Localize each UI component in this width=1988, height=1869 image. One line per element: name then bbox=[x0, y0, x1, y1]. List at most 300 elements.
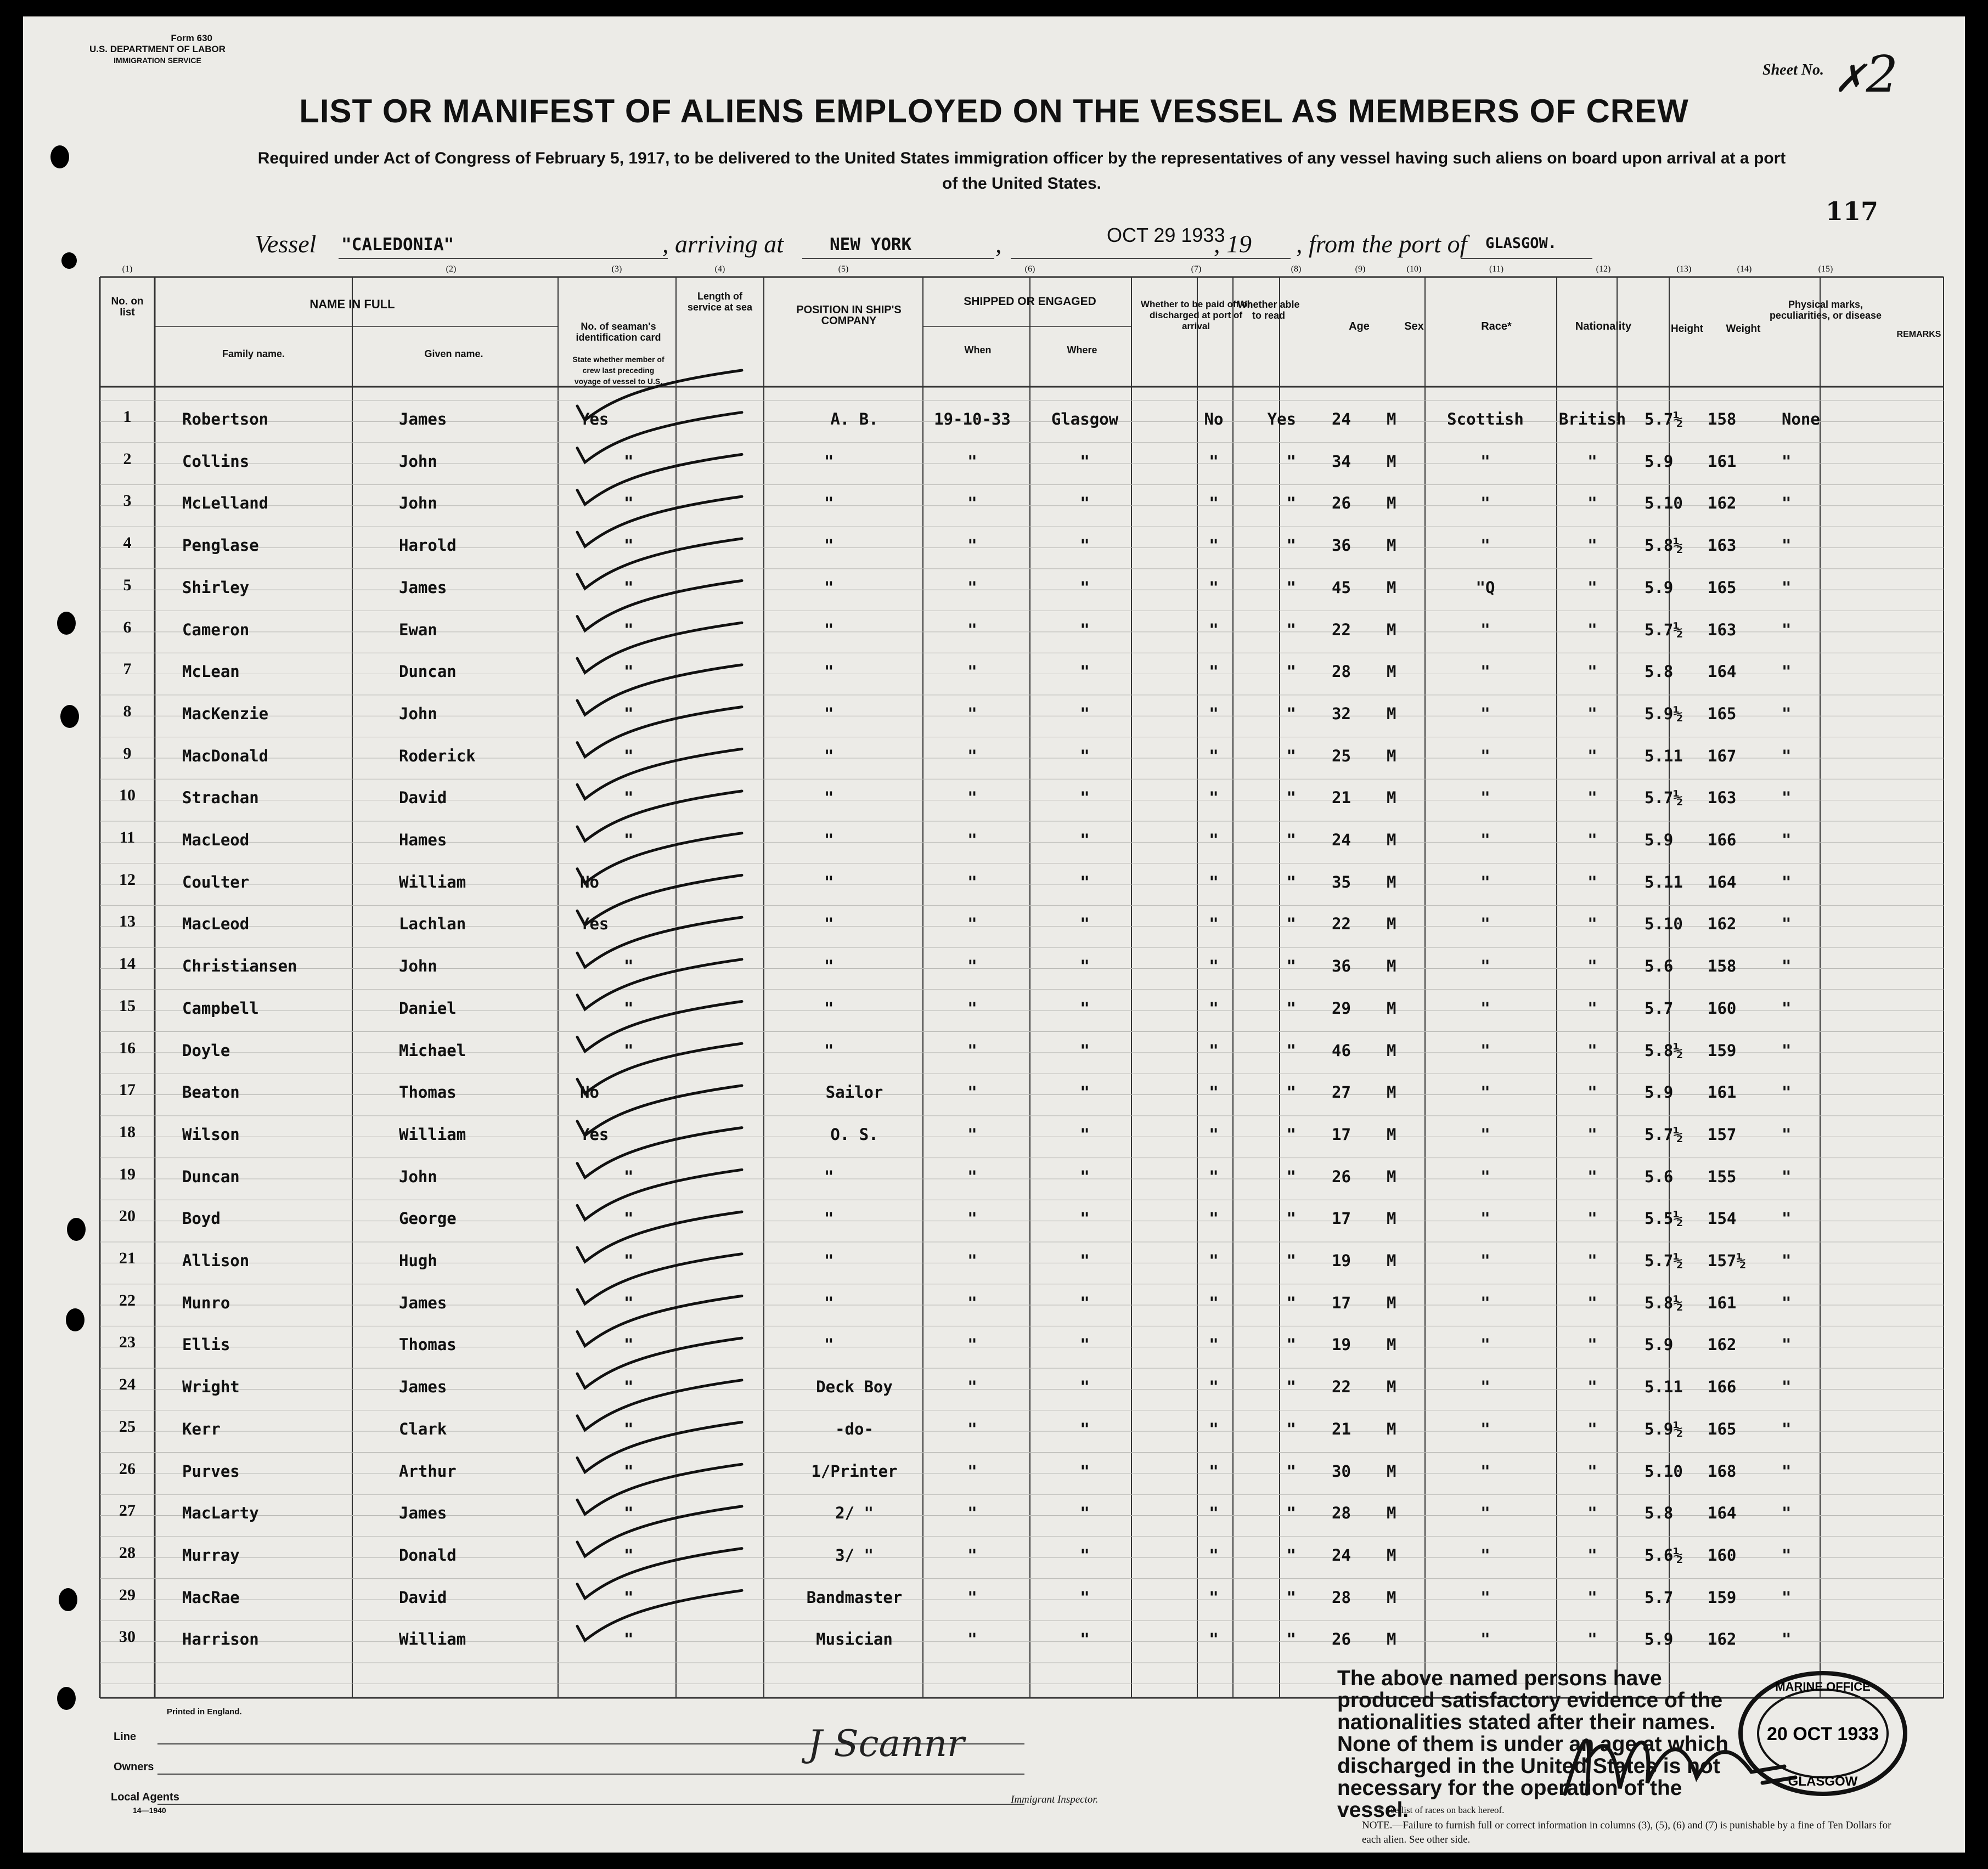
cell-paid-off: " bbox=[1209, 1461, 1219, 1481]
header-family-name: Family name. bbox=[222, 348, 285, 359]
fine-note: NOTE.—Failure to furnish full or correct information in columns (3), (5), (6) and (7) is punishable by a fine of Ten Dollars for each alien. See other side. bbox=[1362, 1820, 1891, 1845]
cell-given-name: David bbox=[399, 788, 447, 808]
cell-shipped-when: " bbox=[967, 1125, 977, 1144]
cell-nationality: " bbox=[1587, 1167, 1597, 1186]
cell-able-to-read: " bbox=[1286, 704, 1296, 723]
cell-family-name: Doyle bbox=[182, 1041, 230, 1060]
cell-position: " bbox=[824, 788, 834, 808]
cell-physical-marks: " bbox=[1782, 1588, 1792, 1607]
cell-nationality: " bbox=[1587, 1419, 1597, 1438]
cell-height: 5.9 bbox=[1645, 1630, 1674, 1649]
cell-family-name: Boyd bbox=[182, 1209, 221, 1228]
column-number: (3) bbox=[611, 264, 622, 274]
cell-family-name: Penglase bbox=[182, 536, 259, 555]
column-number: (11) bbox=[1489, 264, 1504, 274]
page-subtitle: Required under Act of Congress of February 5, 1917, to be delivered to the United States immigration officer by the representatives of any vessel having such aliens on board upon arrival at a port of the United States. bbox=[257, 149, 1786, 193]
cell-paid-off: " bbox=[1209, 1125, 1219, 1144]
cell-age: 46 bbox=[1332, 1041, 1351, 1060]
cell-nationality: " bbox=[1587, 788, 1597, 808]
cell-position: 2/ " bbox=[835, 1504, 874, 1523]
cell-physical-marks: " bbox=[1782, 494, 1792, 513]
page-title: LIST OR MANIFEST OF ALIENS EMPLOYED ON THE VESSEL AS MEMBERS OF CREW bbox=[299, 93, 1689, 129]
cell-shipped-where: " bbox=[1080, 872, 1090, 891]
cell-shipped-where: " bbox=[1080, 1125, 1090, 1144]
column-number: (15) bbox=[1818, 264, 1833, 274]
cell-seaman-card: Yes bbox=[580, 914, 609, 934]
cell-shipped-when: " bbox=[967, 1630, 977, 1649]
cell-family-name: Harrison bbox=[182, 1630, 259, 1649]
cell-seaman-card: " bbox=[624, 1461, 634, 1481]
cell-age: 34 bbox=[1332, 451, 1351, 471]
cell-weight: 158 bbox=[1708, 957, 1737, 976]
cell-height: 5.11 bbox=[1645, 872, 1683, 891]
cell-seaman-card: " bbox=[624, 1377, 634, 1397]
cell-paid-off: " bbox=[1209, 1083, 1219, 1102]
punch-hole bbox=[59, 1588, 77, 1611]
cell-age: 22 bbox=[1332, 914, 1351, 934]
cell-given-name: Thomas bbox=[399, 1335, 457, 1354]
cell-physical-marks: " bbox=[1782, 1461, 1792, 1481]
cell-seaman-card: " bbox=[624, 1588, 634, 1607]
row-number: 1 bbox=[123, 408, 132, 426]
cell-given-name: John bbox=[399, 494, 437, 513]
cell-paid-off: " bbox=[1209, 1588, 1219, 1607]
cell-shipped-when: " bbox=[967, 578, 977, 597]
cell-paid-off: " bbox=[1209, 1251, 1219, 1270]
header-able-read: Whether able to read bbox=[1237, 299, 1300, 321]
cell-given-name: Hames bbox=[399, 831, 447, 849]
cell-paid-off: " bbox=[1209, 704, 1219, 723]
row-number: 20 bbox=[119, 1207, 136, 1226]
cell-paid-off: " bbox=[1209, 998, 1219, 1018]
cell-sex: M bbox=[1387, 1504, 1396, 1523]
cell-family-name: Campbell bbox=[182, 998, 259, 1018]
header-remarks: REMARKS bbox=[1896, 330, 1941, 339]
cell-weight: 165 bbox=[1708, 704, 1737, 723]
cell-age: 19 bbox=[1332, 1335, 1351, 1354]
cell-given-name: James bbox=[399, 410, 447, 428]
cell-paid-off: " bbox=[1209, 1167, 1219, 1186]
cell-seaman-card: " bbox=[624, 662, 634, 681]
row-number: 19 bbox=[119, 1165, 136, 1183]
column-number: (14) bbox=[1737, 264, 1752, 274]
cell-able-to-read: " bbox=[1286, 1167, 1296, 1186]
cell-position: " bbox=[824, 831, 834, 849]
inspector-signature: J Scannr bbox=[808, 1723, 965, 1765]
cell-seaman-card: " bbox=[624, 788, 634, 808]
cell-weight: 163 bbox=[1708, 620, 1737, 639]
cell-position: " bbox=[824, 494, 834, 513]
cell-able-to-read: " bbox=[1286, 1377, 1296, 1397]
cell-weight: 161 bbox=[1708, 1083, 1737, 1102]
cell-weight: 162 bbox=[1708, 1335, 1737, 1354]
cell-sex: M bbox=[1387, 1630, 1396, 1649]
cell-able-to-read: " bbox=[1286, 1588, 1296, 1607]
cell-given-name: William bbox=[399, 1630, 466, 1649]
cell-seaman-card: " bbox=[624, 1251, 634, 1270]
cell-height: 5.7½ bbox=[1645, 1251, 1683, 1270]
cell-physical-marks: " bbox=[1782, 620, 1792, 639]
cell-given-name: Daniel bbox=[399, 998, 457, 1018]
cell-position: " bbox=[824, 1335, 834, 1354]
cell-physical-marks: " bbox=[1782, 1335, 1792, 1354]
cell-nationality: " bbox=[1587, 1293, 1597, 1312]
cell-age: 17 bbox=[1332, 1125, 1351, 1144]
cell-family-name: Wilson bbox=[182, 1125, 240, 1144]
cell-weight: 163 bbox=[1708, 536, 1737, 555]
cell-shipped-when: " bbox=[967, 1041, 977, 1060]
arrival-port: NEW YORK bbox=[830, 235, 912, 255]
cell-weight: 160 bbox=[1708, 998, 1737, 1018]
cell-paid-off: " bbox=[1209, 451, 1219, 471]
cell-sex: M bbox=[1387, 957, 1396, 976]
header-given-name: Given name. bbox=[424, 348, 483, 359]
cell-paid-off: " bbox=[1209, 1041, 1219, 1060]
cell-seaman-card: " bbox=[624, 1041, 634, 1060]
cell-shipped-where: " bbox=[1080, 1588, 1090, 1607]
column-number: (7) bbox=[1191, 264, 1202, 274]
column-number: (4) bbox=[714, 264, 725, 274]
line-label: Line bbox=[114, 1731, 137, 1743]
cell-shipped-when: " bbox=[967, 1251, 977, 1270]
cell-able-to-read: " bbox=[1286, 914, 1296, 934]
column-number: (1) bbox=[122, 264, 133, 274]
cell-position: " bbox=[824, 620, 834, 639]
cell-shipped-when: " bbox=[967, 1461, 977, 1481]
cell-physical-marks: " bbox=[1782, 1125, 1792, 1144]
cell-height: 5.7 bbox=[1645, 998, 1674, 1018]
cell-paid-off: " bbox=[1209, 662, 1219, 681]
cell-given-name: John bbox=[399, 704, 437, 723]
cell-nationality: " bbox=[1587, 704, 1597, 723]
cell-height: 5.7½ bbox=[1645, 410, 1683, 428]
cell-race: " bbox=[1480, 1041, 1490, 1060]
cell-race: " bbox=[1480, 1125, 1490, 1144]
cell-position: " bbox=[824, 1293, 834, 1312]
cell-shipped-where: " bbox=[1080, 1041, 1090, 1060]
cell-race: " bbox=[1480, 957, 1490, 976]
cell-family-name: Allison bbox=[182, 1251, 250, 1270]
row-number: 28 bbox=[119, 1543, 136, 1562]
header-seaman-card: No. of seaman's identification card bbox=[576, 321, 661, 343]
cell-shipped-when: " bbox=[967, 1377, 977, 1397]
cell-sex: M bbox=[1387, 914, 1396, 934]
row-number: 25 bbox=[119, 1417, 136, 1436]
cell-height: 5.6 bbox=[1645, 957, 1674, 976]
agents-code: 14—1940 bbox=[133, 1806, 166, 1815]
cell-sex: M bbox=[1387, 1335, 1396, 1354]
cell-shipped-when: " bbox=[967, 536, 977, 555]
cell-race: " bbox=[1480, 1209, 1490, 1228]
cell-race: " bbox=[1480, 1461, 1490, 1481]
cell-family-name: MacKenzie bbox=[182, 704, 269, 723]
cell-shipped-where: Glasgow bbox=[1051, 410, 1119, 428]
cell-able-to-read: " bbox=[1286, 957, 1296, 976]
cell-race: " bbox=[1480, 914, 1490, 934]
cell-physical-marks: " bbox=[1782, 1545, 1792, 1565]
cell-physical-marks: " bbox=[1782, 1504, 1792, 1523]
cell-nationality: " bbox=[1587, 578, 1597, 597]
cell-shipped-where: " bbox=[1080, 704, 1090, 723]
seal-bottom-text: GLASGOW bbox=[1788, 1774, 1858, 1789]
cell-given-name: Arthur bbox=[399, 1461, 457, 1481]
inspector-label: Immigrant Inspector. bbox=[1011, 1794, 1099, 1805]
cell-shipped-where: " bbox=[1080, 536, 1090, 555]
cell-able-to-read: " bbox=[1286, 1630, 1296, 1649]
cell-nationality: " bbox=[1587, 957, 1597, 976]
cell-nationality: " bbox=[1587, 1630, 1597, 1649]
cell-shipped-where: " bbox=[1080, 494, 1090, 513]
cell-height: 5.5½ bbox=[1645, 1209, 1683, 1228]
cell-height: 5.8½ bbox=[1645, 536, 1683, 555]
row-number: 29 bbox=[119, 1585, 136, 1604]
cell-weight: 161 bbox=[1708, 1293, 1737, 1312]
cell-given-name: William bbox=[399, 872, 466, 891]
cell-sex: M bbox=[1387, 704, 1396, 723]
cell-physical-marks: " bbox=[1782, 1419, 1792, 1438]
cell-physical-marks: " bbox=[1782, 578, 1792, 597]
cell-able-to-read: " bbox=[1286, 998, 1296, 1018]
row-number: 26 bbox=[119, 1459, 136, 1478]
table-grid bbox=[23, 16, 1965, 1853]
cell-sex: M bbox=[1387, 620, 1396, 639]
cell-given-name: Roderick bbox=[399, 746, 476, 765]
cell-nationality: " bbox=[1587, 1588, 1597, 1607]
cell-family-name: Duncan bbox=[182, 1167, 240, 1186]
cell-able-to-read: " bbox=[1286, 831, 1296, 849]
cell-sex: M bbox=[1387, 1209, 1396, 1228]
cell-position: " bbox=[824, 1251, 834, 1270]
cell-family-name: MacLeod bbox=[182, 914, 250, 934]
punch-hole bbox=[57, 612, 76, 635]
column-number: (13) bbox=[1676, 264, 1692, 274]
header-race: Race* bbox=[1481, 320, 1512, 332]
cell-nationality: " bbox=[1587, 1335, 1597, 1354]
cell-sex: M bbox=[1387, 1419, 1396, 1438]
cell-paid-off: " bbox=[1209, 1419, 1219, 1438]
cell-age: 22 bbox=[1332, 620, 1351, 639]
header-length-service: Length of service at sea bbox=[687, 291, 753, 313]
cell-height: 5.10 bbox=[1645, 494, 1683, 513]
cell-given-name: Ewan bbox=[399, 620, 437, 639]
cell-able-to-read: " bbox=[1286, 1461, 1296, 1481]
cell-sex: M bbox=[1387, 1293, 1396, 1312]
punch-hole bbox=[66, 1308, 85, 1331]
cell-weight: 168 bbox=[1708, 1461, 1737, 1481]
cell-able-to-read: " bbox=[1286, 1545, 1296, 1565]
cell-able-to-read: " bbox=[1286, 662, 1296, 681]
cell-age: 28 bbox=[1332, 1504, 1351, 1523]
cell-shipped-where: " bbox=[1080, 1545, 1090, 1565]
header-where: Where bbox=[1067, 345, 1097, 355]
department-name: U.S. DEPARTMENT OF LABOR bbox=[89, 44, 226, 54]
cell-age: 26 bbox=[1332, 1630, 1351, 1649]
cell-shipped-where: " bbox=[1080, 1419, 1090, 1438]
header-name-in-full: NAME IN FULL bbox=[309, 297, 395, 311]
cell-position: " bbox=[824, 536, 834, 555]
cell-age: 26 bbox=[1332, 494, 1351, 513]
cell-shipped-when: " bbox=[967, 998, 977, 1018]
cell-able-to-read: " bbox=[1286, 1419, 1296, 1438]
header-age: Age bbox=[1349, 320, 1370, 332]
cell-position: " bbox=[824, 704, 834, 723]
cell-able-to-read: " bbox=[1286, 620, 1296, 639]
cell-physical-marks: " bbox=[1782, 1630, 1792, 1649]
column-number: (2) bbox=[446, 264, 457, 274]
cell-shipped-when: " bbox=[967, 1167, 977, 1186]
cell-weight: 161 bbox=[1708, 451, 1737, 471]
cell-race: " bbox=[1480, 1251, 1490, 1270]
cell-nationality: " bbox=[1587, 746, 1597, 765]
cell-race: " bbox=[1480, 1377, 1490, 1397]
cell-nationality: " bbox=[1587, 1041, 1597, 1060]
cell-race: " bbox=[1480, 872, 1490, 891]
cell-able-to-read: " bbox=[1286, 451, 1296, 471]
cell-age: 45 bbox=[1332, 578, 1351, 597]
cell-position: -do- bbox=[835, 1419, 874, 1438]
cell-shipped-where: " bbox=[1080, 662, 1090, 681]
cell-able-to-read: " bbox=[1286, 1041, 1296, 1060]
cell-family-name: Coulter bbox=[182, 872, 250, 891]
cell-height: 5.10 bbox=[1645, 914, 1683, 934]
cell-weight: 159 bbox=[1708, 1041, 1737, 1060]
cell-able-to-read: " bbox=[1286, 1083, 1296, 1102]
cell-family-name: McLean bbox=[182, 662, 240, 681]
cell-given-name: John bbox=[399, 957, 437, 976]
cell-able-to-read: " bbox=[1286, 1125, 1296, 1144]
row-number: 18 bbox=[119, 1122, 136, 1141]
cell-height: 5.6 bbox=[1645, 1167, 1674, 1186]
cell-sex: M bbox=[1387, 1167, 1396, 1186]
cell-seaman-card: " bbox=[624, 620, 634, 639]
cell-sex: M bbox=[1387, 578, 1396, 597]
cell-shipped-when: " bbox=[967, 1083, 977, 1102]
cell-nationality: " bbox=[1587, 662, 1597, 681]
cell-shipped-where: " bbox=[1080, 1504, 1090, 1523]
cell-seaman-card: " bbox=[624, 1335, 634, 1354]
cell-shipped-when: " bbox=[967, 662, 977, 681]
cell-weight: 164 bbox=[1708, 872, 1737, 891]
cell-nationality: " bbox=[1587, 1461, 1597, 1481]
punch-hole bbox=[61, 252, 77, 269]
cell-family-name: MacRae bbox=[182, 1588, 240, 1607]
cell-position: 3/ " bbox=[835, 1545, 874, 1565]
cell-sex: M bbox=[1387, 536, 1396, 555]
cell-seaman-card: " bbox=[624, 746, 634, 765]
cell-race: " bbox=[1480, 1504, 1490, 1523]
printed-note: Printed in England. bbox=[167, 1707, 242, 1716]
cell-age: 19 bbox=[1332, 1251, 1351, 1270]
cell-shipped-where: " bbox=[1080, 1209, 1090, 1228]
cell-sex: M bbox=[1387, 451, 1396, 471]
row-number: 27 bbox=[119, 1501, 136, 1520]
cell-shipped-when: " bbox=[967, 1545, 977, 1565]
cell-given-name: Thomas bbox=[399, 1083, 457, 1102]
cell-shipped-when: " bbox=[967, 872, 977, 891]
cell-sex: M bbox=[1387, 1125, 1396, 1144]
row-number: 4 bbox=[123, 534, 132, 552]
cell-age: 28 bbox=[1332, 662, 1351, 681]
cell-weight: 167 bbox=[1708, 746, 1737, 765]
cell-height: 5.7½ bbox=[1645, 620, 1683, 639]
row-number: 15 bbox=[119, 996, 136, 1015]
cell-given-name: James bbox=[399, 1504, 447, 1523]
cell-nationality: " bbox=[1587, 536, 1597, 555]
cell-family-name: MacDonald bbox=[182, 746, 269, 765]
cell-shipped-when: " bbox=[967, 788, 977, 808]
cell-race: " bbox=[1480, 831, 1490, 849]
cell-race: " bbox=[1480, 1167, 1490, 1186]
cell-able-to-read: " bbox=[1286, 1335, 1296, 1354]
cell-position: " bbox=[824, 957, 834, 976]
cell-race: " bbox=[1480, 451, 1490, 471]
cell-nationality: " bbox=[1587, 831, 1597, 849]
cell-shipped-when: " bbox=[967, 1588, 977, 1607]
cell-height: 5.8½ bbox=[1645, 1041, 1683, 1060]
cell-sex: M bbox=[1387, 998, 1396, 1018]
vessel-label: Vessel bbox=[255, 230, 317, 258]
column-number: (5) bbox=[838, 264, 849, 274]
punch-hole bbox=[50, 145, 69, 168]
cell-sex: M bbox=[1387, 1083, 1396, 1102]
cell-physical-marks: " bbox=[1782, 662, 1792, 681]
cell-height: 5.9½ bbox=[1645, 704, 1683, 723]
cell-shipped-when: " bbox=[967, 957, 977, 976]
cell-sex: M bbox=[1387, 872, 1396, 891]
cell-shipped-where: " bbox=[1080, 1335, 1090, 1354]
header-weight: Weight bbox=[1726, 323, 1761, 335]
cell-able-to-read: " bbox=[1286, 578, 1296, 597]
cell-height: 5.9½ bbox=[1645, 1419, 1683, 1438]
form-identifier bbox=[86, 33, 229, 66]
cell-age: 21 bbox=[1332, 1419, 1351, 1438]
cell-shipped-where: " bbox=[1080, 1251, 1090, 1270]
cell-shipped-where: " bbox=[1080, 1293, 1090, 1312]
cell-race: " bbox=[1480, 620, 1490, 639]
cell-weight: 165 bbox=[1708, 1419, 1737, 1438]
cell-seaman-card: " bbox=[624, 1545, 634, 1565]
cell-age: 36 bbox=[1332, 957, 1351, 976]
cell-able-to-read: " bbox=[1286, 872, 1296, 891]
cell-shipped-when: " bbox=[967, 746, 977, 765]
cell-given-name: George bbox=[399, 1209, 457, 1228]
cell-shipped-where: " bbox=[1080, 1461, 1090, 1481]
cell-shipped-when: " bbox=[967, 620, 977, 639]
cell-nationality: " bbox=[1587, 494, 1597, 513]
cell-position: Musician bbox=[816, 1630, 893, 1649]
cell-seaman-card: " bbox=[624, 1630, 634, 1649]
header-position: POSITION IN SHIP'S COMPANY bbox=[796, 304, 902, 327]
cell-physical-marks: " bbox=[1782, 914, 1792, 934]
cell-age: 24 bbox=[1332, 831, 1351, 849]
cell-paid-off: " bbox=[1209, 578, 1219, 597]
cell-shipped-when: " bbox=[967, 494, 977, 513]
cell-race: " bbox=[1480, 1545, 1490, 1565]
cell-age: 27 bbox=[1332, 1083, 1351, 1102]
cell-given-name: James bbox=[399, 1293, 447, 1312]
cell-age: 17 bbox=[1332, 1209, 1351, 1228]
cell-family-name: Murray bbox=[182, 1545, 240, 1565]
cell-physical-marks: " bbox=[1782, 872, 1792, 891]
cell-given-name: Duncan bbox=[399, 662, 457, 681]
cell-height: 5.7½ bbox=[1645, 788, 1683, 808]
cell-sex: M bbox=[1387, 831, 1396, 849]
cell-age: 35 bbox=[1332, 872, 1351, 891]
cell-paid-off: " bbox=[1209, 1335, 1219, 1354]
cell-paid-off: " bbox=[1209, 1630, 1219, 1649]
cell-seaman-card: " bbox=[624, 704, 634, 723]
cell-position: Deck Boy bbox=[816, 1377, 893, 1397]
